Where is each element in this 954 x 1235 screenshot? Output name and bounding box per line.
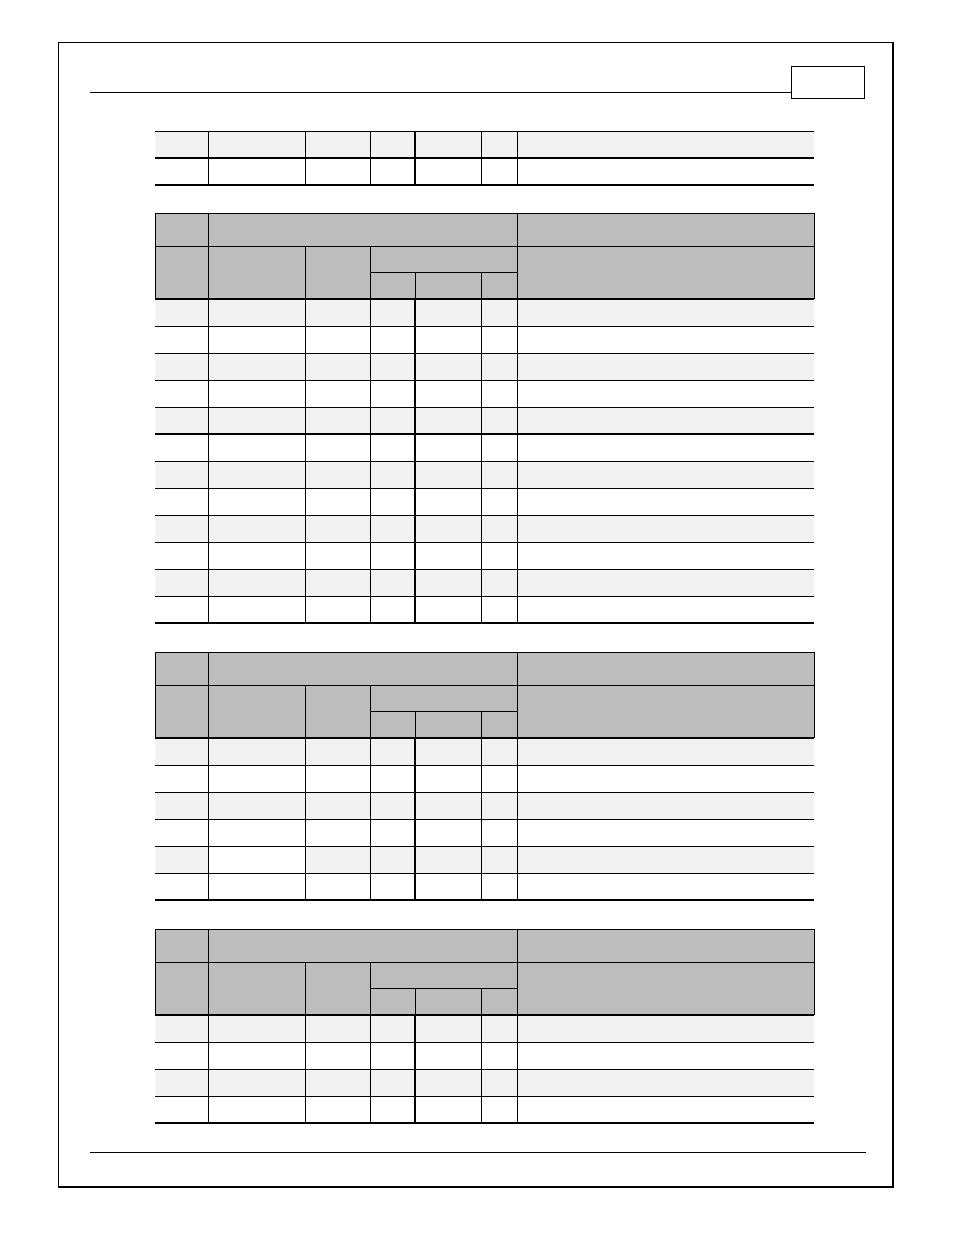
table-cell <box>370 873 415 900</box>
column-rule <box>414 131 416 185</box>
table-cell <box>370 1015 415 1042</box>
row-rule <box>155 1122 814 1124</box>
table-cell <box>370 738 415 765</box>
table-cell <box>517 488 814 515</box>
table-cell <box>208 1015 305 1042</box>
column-header-name <box>208 246 305 299</box>
table-cell <box>155 131 208 158</box>
row-rule <box>155 380 814 381</box>
table-cell <box>155 1069 208 1096</box>
table-cell <box>481 846 517 873</box>
column-rule <box>517 299 518 623</box>
row-rule <box>155 819 814 820</box>
table-cell <box>415 488 481 515</box>
table-cell <box>208 326 305 353</box>
column-header-c <box>481 988 517 1015</box>
column-header-name <box>208 962 305 1015</box>
table-cell <box>415 792 481 819</box>
table-cell <box>155 326 208 353</box>
table-cell <box>481 819 517 846</box>
table-cell <box>305 542 370 569</box>
page-number-box <box>791 66 865 99</box>
column-rule <box>208 1015 209 1123</box>
table-cell <box>155 1096 208 1123</box>
table-cell <box>305 1015 370 1042</box>
header-blank-cell <box>155 962 208 1015</box>
column-rule <box>155 652 156 738</box>
table-cell <box>305 738 370 765</box>
table-cell <box>481 738 517 765</box>
table-cell <box>155 299 208 326</box>
table-cell <box>155 434 208 461</box>
table-cell <box>208 380 305 407</box>
table-cell <box>305 434 370 461</box>
table-cell <box>481 407 517 434</box>
column-rule <box>305 131 306 185</box>
table-cell <box>370 353 415 380</box>
table-cell <box>208 131 305 158</box>
table-id-cell <box>155 213 208 246</box>
column-header-description <box>517 246 814 299</box>
column-rule <box>814 652 815 738</box>
table-cell <box>305 380 370 407</box>
row-rule <box>155 353 814 354</box>
table-cell <box>370 131 415 158</box>
column-rule <box>415 272 416 299</box>
table-cell <box>517 299 814 326</box>
table-cell <box>155 792 208 819</box>
table-cell <box>415 461 481 488</box>
table-cell <box>155 738 208 765</box>
row-rule <box>155 846 814 847</box>
row-rule <box>155 737 814 739</box>
table-cell <box>155 1042 208 1069</box>
table-cell <box>305 1096 370 1123</box>
table-cell <box>155 846 208 873</box>
header-rule <box>90 92 792 93</box>
table-cell <box>208 299 305 326</box>
column-rule <box>208 929 209 1015</box>
table-cell <box>305 873 370 900</box>
column-rule <box>305 246 306 299</box>
table-cell <box>415 353 481 380</box>
header-blank-cell <box>155 685 208 738</box>
table-cell <box>415 738 481 765</box>
table-cell <box>155 765 208 792</box>
table-title <box>208 929 517 962</box>
table-cell <box>208 434 305 461</box>
table-cell <box>517 380 814 407</box>
column-rule <box>305 962 306 1015</box>
table-cell <box>208 158 305 185</box>
table-cell <box>370 1096 415 1123</box>
table-cell <box>415 326 481 353</box>
table-cell <box>481 596 517 623</box>
table-cell <box>370 792 415 819</box>
table-cell <box>415 846 481 873</box>
description-title <box>517 213 814 246</box>
column-rule <box>814 213 815 299</box>
footer-rule <box>90 1152 866 1153</box>
table-cell <box>370 326 415 353</box>
table-cell <box>481 765 517 792</box>
table-cell <box>305 819 370 846</box>
table-cell <box>517 131 814 158</box>
table-cell <box>481 873 517 900</box>
row-rule <box>155 569 814 570</box>
table-cell <box>370 542 415 569</box>
table-cell <box>517 569 814 596</box>
column-rule <box>155 929 156 1015</box>
table-cell <box>305 353 370 380</box>
column-rule <box>481 272 482 299</box>
row-rule <box>155 792 814 793</box>
table-cell <box>155 515 208 542</box>
table-cell <box>517 515 814 542</box>
table-cell <box>517 846 814 873</box>
column-group-header <box>370 685 517 711</box>
column-rule <box>517 131 518 185</box>
column-rule <box>208 738 209 900</box>
table-cell <box>155 1015 208 1042</box>
row-rule <box>155 1014 814 1016</box>
table-cell <box>481 488 517 515</box>
row-rule <box>155 515 814 516</box>
table-cell <box>415 819 481 846</box>
row-rule <box>155 157 814 159</box>
table-cell <box>517 461 814 488</box>
table-cell <box>481 1069 517 1096</box>
table-cell <box>415 407 481 434</box>
table-cell <box>481 326 517 353</box>
column-header-c <box>481 272 517 299</box>
table-cell <box>415 873 481 900</box>
table-cell <box>305 596 370 623</box>
table-cell <box>517 1042 814 1069</box>
row-rule <box>155 962 814 963</box>
column-header-a <box>370 272 415 299</box>
table-cell <box>415 299 481 326</box>
table-cell <box>155 569 208 596</box>
table-cell <box>208 738 305 765</box>
column-group-header <box>370 246 517 272</box>
table-cell <box>305 131 370 158</box>
table-title <box>208 652 517 685</box>
table-cell <box>208 542 305 569</box>
table-cell <box>481 434 517 461</box>
column-rule <box>517 213 518 299</box>
table-cell <box>415 542 481 569</box>
column-rule <box>481 738 482 900</box>
column-rule <box>414 738 416 900</box>
column-rule <box>517 929 518 1015</box>
table-cell <box>305 569 370 596</box>
table-cell <box>305 488 370 515</box>
column-rule <box>370 131 371 185</box>
row-rule <box>155 131 814 132</box>
column-header-a <box>370 988 415 1015</box>
row-rule <box>155 652 814 653</box>
table-cell <box>517 792 814 819</box>
table-cell <box>481 131 517 158</box>
table-cell <box>481 158 517 185</box>
table-cell <box>481 792 517 819</box>
table-cell <box>370 765 415 792</box>
table-cell <box>305 326 370 353</box>
row-rule <box>155 326 814 327</box>
column-rule <box>370 738 371 900</box>
table-cell <box>370 461 415 488</box>
table-cell <box>481 1015 517 1042</box>
table-cell <box>155 596 208 623</box>
table-cell <box>481 1096 517 1123</box>
column-rule <box>517 652 518 738</box>
column-header-type <box>305 962 370 1015</box>
column-group-header <box>370 962 517 988</box>
table-cell <box>208 846 305 873</box>
row-rule <box>155 622 814 624</box>
table-cell <box>517 738 814 765</box>
table-cell <box>155 819 208 846</box>
table-cell <box>415 1069 481 1096</box>
table-cell <box>305 299 370 326</box>
column-rule <box>481 299 482 623</box>
column-rule <box>481 131 482 185</box>
table-cell <box>208 569 305 596</box>
column-rule <box>208 652 209 738</box>
table-cell <box>415 158 481 185</box>
row-rule <box>155 461 814 462</box>
table-cell <box>415 569 481 596</box>
table-cell <box>517 407 814 434</box>
table-cell <box>208 873 305 900</box>
table-id-cell <box>155 652 208 685</box>
row-rule <box>155 488 814 489</box>
column-rule <box>370 685 371 738</box>
table-cell <box>208 1042 305 1069</box>
column-header-type <box>305 685 370 738</box>
column-rule <box>208 131 209 185</box>
column-rule <box>814 929 815 1015</box>
table-cell <box>370 1069 415 1096</box>
column-rule <box>305 738 306 900</box>
column-rule <box>517 1015 518 1123</box>
row-rule <box>370 272 517 273</box>
table-cell <box>208 1096 305 1123</box>
table-cell <box>517 1096 814 1123</box>
table-cell <box>305 407 370 434</box>
table-cell <box>208 1069 305 1096</box>
column-rule <box>370 962 371 1015</box>
table-cell <box>370 596 415 623</box>
table-cell <box>517 1069 814 1096</box>
column-rule <box>208 299 209 623</box>
table-cell <box>305 846 370 873</box>
table-cell <box>481 569 517 596</box>
column-rule <box>414 1015 416 1123</box>
column-header-b <box>415 711 481 738</box>
column-rule <box>517 738 518 900</box>
table-cell <box>481 1042 517 1069</box>
table-cell <box>370 488 415 515</box>
column-header-description <box>517 685 814 738</box>
table-cell <box>208 792 305 819</box>
table-cell <box>415 515 481 542</box>
row-rule <box>155 596 814 597</box>
table-cell <box>481 542 517 569</box>
table-cell <box>481 380 517 407</box>
table-cell <box>370 407 415 434</box>
table-cell <box>481 461 517 488</box>
row-rule <box>155 433 814 435</box>
row-rule <box>155 685 814 686</box>
table-title <box>208 213 517 246</box>
column-header-a <box>370 711 415 738</box>
column-rule <box>305 685 306 738</box>
table-cell <box>155 380 208 407</box>
table-cell <box>305 765 370 792</box>
column-rule <box>481 711 482 738</box>
column-rule <box>415 711 416 738</box>
column-header-b <box>415 272 481 299</box>
row-rule <box>155 542 814 543</box>
table-cell <box>517 873 814 900</box>
row-rule <box>155 1042 814 1043</box>
table-cell <box>517 434 814 461</box>
column-rule <box>155 213 156 299</box>
table-cell <box>415 596 481 623</box>
table-cell <box>415 1015 481 1042</box>
table-cell <box>208 819 305 846</box>
table-cell <box>370 1042 415 1069</box>
column-header-description <box>517 962 814 1015</box>
column-rule <box>415 988 416 1015</box>
header-blank-cell <box>155 246 208 299</box>
table-cell <box>208 765 305 792</box>
table-cell <box>415 1096 481 1123</box>
table-cell <box>155 542 208 569</box>
table-id-cell <box>155 929 208 962</box>
table-cell <box>305 1069 370 1096</box>
column-rule <box>370 299 371 623</box>
table-cell <box>155 461 208 488</box>
table-cell <box>155 407 208 434</box>
table-cell <box>517 765 814 792</box>
table-cell <box>517 819 814 846</box>
table-cell <box>305 515 370 542</box>
row-rule <box>155 899 814 901</box>
column-rule <box>208 213 209 299</box>
row-rule <box>155 184 814 186</box>
table-cell <box>208 515 305 542</box>
column-header-name <box>208 685 305 738</box>
row-rule <box>155 298 814 300</box>
table-cell <box>305 461 370 488</box>
table-cell <box>208 461 305 488</box>
column-rule <box>305 1015 306 1123</box>
column-rule <box>414 299 416 623</box>
table-cell <box>370 819 415 846</box>
table-cell <box>517 158 814 185</box>
column-rule <box>370 246 371 299</box>
row-rule <box>155 873 814 874</box>
row-rule <box>370 988 517 989</box>
table-cell <box>481 299 517 326</box>
row-rule <box>155 246 814 247</box>
table-cell <box>481 515 517 542</box>
row-rule <box>155 765 814 766</box>
table-cell <box>415 131 481 158</box>
table-cell <box>305 792 370 819</box>
column-header-type <box>305 246 370 299</box>
table-cell <box>208 596 305 623</box>
table-cell <box>155 873 208 900</box>
table-cell <box>517 1015 814 1042</box>
table-cell <box>481 353 517 380</box>
description-title <box>517 929 814 962</box>
table-cell <box>415 434 481 461</box>
table-cell <box>370 434 415 461</box>
table-cell <box>305 1042 370 1069</box>
row-rule <box>155 1096 814 1097</box>
column-rule <box>481 988 482 1015</box>
row-rule <box>155 1069 814 1070</box>
table-cell <box>208 353 305 380</box>
table-cell <box>370 380 415 407</box>
table-cell <box>370 846 415 873</box>
table-cell <box>517 353 814 380</box>
table-cell <box>370 569 415 596</box>
row-rule <box>370 711 517 712</box>
column-rule <box>305 299 306 623</box>
table-cell <box>155 488 208 515</box>
table-cell <box>370 299 415 326</box>
row-rule <box>155 213 814 214</box>
table-cell <box>305 158 370 185</box>
row-rule <box>155 929 814 930</box>
table-cell <box>517 326 814 353</box>
table-cell <box>155 353 208 380</box>
table-cell <box>370 515 415 542</box>
table-cell <box>208 407 305 434</box>
table-cell <box>517 542 814 569</box>
description-title <box>517 652 814 685</box>
table-cell <box>517 596 814 623</box>
row-rule <box>155 407 814 408</box>
table-cell <box>415 765 481 792</box>
table-cell <box>370 158 415 185</box>
column-header-c <box>481 711 517 738</box>
table-cell <box>415 380 481 407</box>
table-cell <box>155 158 208 185</box>
column-header-b <box>415 988 481 1015</box>
column-rule <box>370 1015 371 1123</box>
table-cell <box>208 488 305 515</box>
table-cell <box>415 1042 481 1069</box>
column-rule <box>481 1015 482 1123</box>
